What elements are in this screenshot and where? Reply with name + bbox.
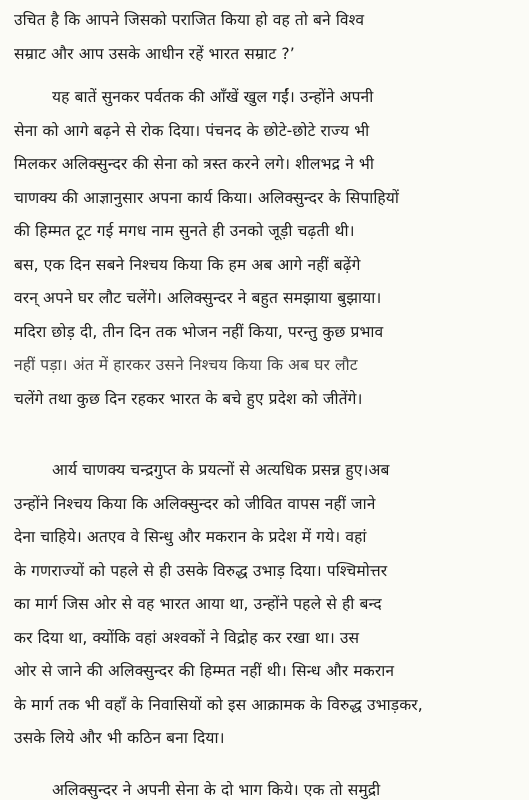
text-line: चाणक्य की आज्ञानुसार अपना कार्य किया। अलिक्सुन्दर के सिपाहियों <box>14 188 399 207</box>
text-line: वरन् अपने घर लौट चलेंगे। अलिक्सुन्दर ने बहुत समझाया बुझाया। <box>14 289 382 307</box>
text-line: के गणराज्यों को पहले से ही उसके विरुद्ध उभाड़ दिया। पश्चिमोत्तर <box>14 561 388 580</box>
paragraph-2 <box>14 81 515 416</box>
text-line: अलिक्सुन्दर ने अपनी सेना के दो भाग किये। एक तो समुद्री <box>52 780 381 799</box>
paragraph-1 <box>14 0 515 71</box>
paragraph-4 <box>14 774 515 800</box>
paragraph-3 <box>14 454 515 756</box>
text-line: सेना को आगे बढ़ने से रोक दिया। पंचनद के छोटे-छोटे राज्य भी <box>14 121 370 140</box>
text-line: उचित है कि आपने जिसको पराजित किया हो वह तो बने विश्व <box>14 11 365 29</box>
text-line: ओर से जाने की अलिक्सुन्दर की हिम्मत नहीं थी। सिन्ध और मकरान <box>14 662 395 680</box>
text-line: सम्राट और आप उसके आधीन रहें भारत सम्राट ?’ <box>14 44 295 63</box>
text-line: देना चाहिये। अतएव वे सिन्धु और मकरान के प्रदेश में गये। वहां <box>14 528 367 546</box>
text-line: की हिम्मत टूट गई मगध नाम सुनते ही उनको जूड़ी चढ़ती थी। <box>14 222 355 240</box>
text-line: मदिरा छोड़ दी, तीन दिन तक भोजन नहीं किया, परन्तु कुछ प्रभाव <box>14 322 384 341</box>
text-line: चलेंगे तथा कुछ दिन रहकर भारत के बचे हुए प्रदेश को जीतेंगे। <box>14 389 363 408</box>
text-line: कर दिया था, क्योंकि वहां अश्वकों ने विद्रोह कर रखा था। उस <box>14 628 360 647</box>
text-line: आर्य चाणक्य चन्द्रगुप्त के प्रयत्नों से अत्यधिक प्रसन्न हुए।अब <box>52 461 390 479</box>
text-line: यह बातें सुनकर पर्वतक की आँखें खुल गईं। उन्होंने अपनी <box>52 88 374 106</box>
text-line: बस, एक दिन सबने निश्चय किया कि हम अब आगे नहीं बढ़ेंगे <box>14 255 361 274</box>
text-line: उसके लिये और भी कठिन बना दिया। <box>14 729 225 747</box>
text-line: का मार्ग जिस ओर से वह भारत आया था, उन्होंने पहले से ही बन्द <box>14 595 382 613</box>
text-line: के मार्ग तक भी वहाँ के निवासियों को इस आक्रामक के विरुद्ध उभाड़कर, <box>14 695 423 714</box>
text-line: मिलकर अलिक्सुन्दर की सेना को त्रस्त करने लगे। शीलभद्र ने भी <box>14 155 375 173</box>
text-line: उन्होंने निश्चय किया कि अलिक्सुन्दर को जीवित वापस नहीं जाने <box>14 494 376 513</box>
text-line: नहीं पड़ा। अंत में हारकर उसने निश्चय किया कि अब घर लौट <box>14 356 358 374</box>
